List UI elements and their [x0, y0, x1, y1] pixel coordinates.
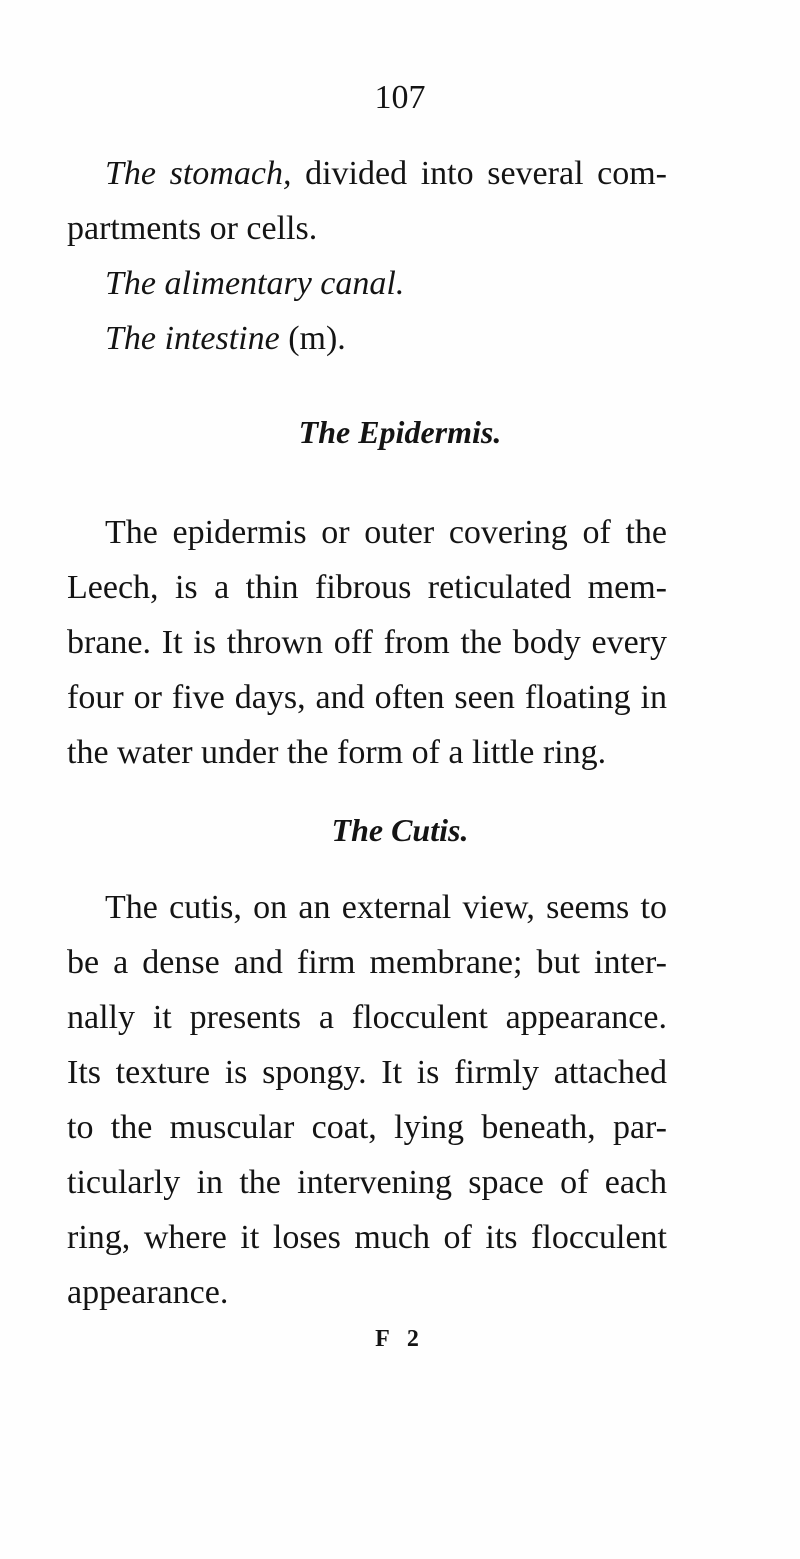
section-heading: The Epidermis.: [298, 414, 502, 450]
list-text: divided into several com-: [291, 155, 668, 192]
paragraph-line: Leech, is a thin fibrous reticulated mem-: [67, 569, 667, 606]
page-number: 107: [374, 79, 426, 116]
section-heading: The Cutis.: [331, 812, 469, 848]
epidermis-paragraph: [67, 505, 667, 780]
paragraph-line: Its texture is spongy. It is firmly attached: [67, 1054, 667, 1091]
paragraph-line: the water under the form of a little ring.: [67, 734, 607, 771]
paragraph-line: appearance.: [67, 1274, 229, 1311]
paragraph-line: ring, where it loses much of its flocculent: [67, 1219, 667, 1256]
paragraph-line: to the muscular coat, lying beneath, par-: [67, 1109, 667, 1146]
organ-list: [67, 146, 667, 366]
list-item: [67, 256, 667, 311]
list-item: [67, 201, 667, 256]
list-item: [67, 311, 667, 366]
paragraph-line: brane. It is thrown off from the body every: [67, 624, 667, 661]
list-text: (m).: [279, 320, 346, 357]
list-term: The stomach,: [105, 155, 292, 192]
list-term: The intestine: [105, 320, 280, 357]
paragraph-line: The epidermis or outer covering of the: [105, 514, 667, 551]
cutis-paragraph: [67, 880, 667, 1320]
paragraph-line: The cutis, on an external view, seems to: [105, 889, 667, 926]
list-term: The alimentary canal.: [105, 265, 405, 302]
list-item: [67, 146, 667, 201]
signature-mark: F 2: [375, 1326, 425, 1352]
paragraph-line: nally it presents a flocculent appearance.: [67, 999, 667, 1036]
paragraph-line: ticularly in the intervening space of each: [67, 1164, 667, 1201]
paragraph-line: be a dense and firm membrane; but inter-: [67, 944, 667, 981]
paragraph-line: four or five days, and often seen floating in: [67, 679, 667, 716]
list-text: partments or cells.: [67, 210, 318, 247]
